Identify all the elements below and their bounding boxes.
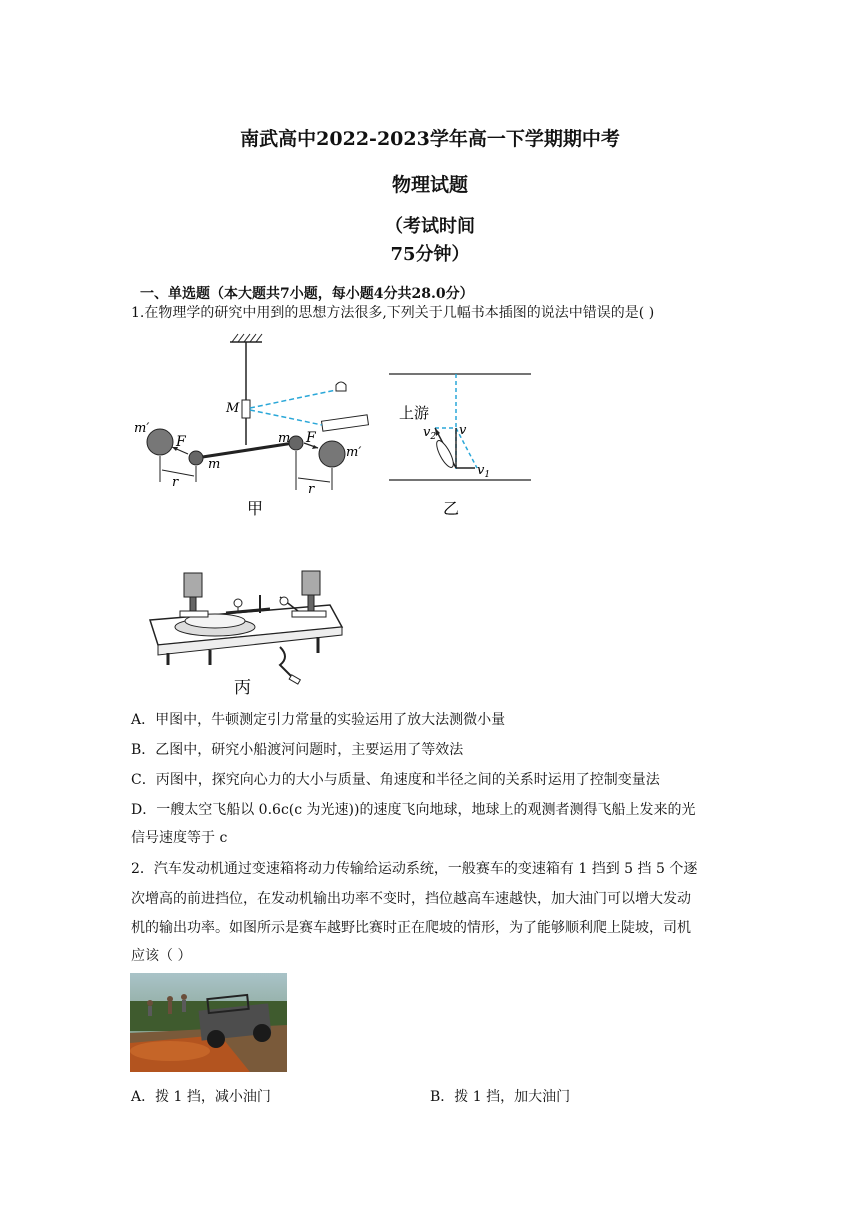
label-v1: $v_1$ <box>477 463 491 480</box>
section-heading: 一、单选题（本大题共7小题，每小题4分共28.0分） <box>140 286 474 302</box>
label-m-prime-right: m′ <box>346 445 362 460</box>
q2-stem-line3: 机的输出功率。如图所示是赛车越野比赛时正在爬坡的情形，为了能够顺利爬上陡坡，司机 <box>131 920 691 936</box>
q2-stem-line2: 次增高的前进挡位，在发动机输出功率不变时，挡位越高车速越快，加大油门可以增大发动 <box>131 891 691 907</box>
label-m-right: m <box>278 431 291 446</box>
exam-title: 南武高中2022-2023学年高一下学期期中考 <box>240 128 620 150</box>
q1-option-c: C．丙图中，探究向心力的大小与质量、角速度和半径之间的关系时运用了控制变量法 <box>131 772 660 788</box>
q1-option-a: A．甲图中，牛顿测定引力常量的实验运用了放大法测微小量 <box>131 712 506 728</box>
label-r-right: r <box>308 482 315 497</box>
label-m-prime-left: m′ <box>134 421 150 436</box>
offroad-car-photo <box>130 973 287 1072</box>
q2-stem-line4: 应该（ ） <box>131 948 192 964</box>
label-F-left: F <box>176 434 186 450</box>
figure-jia-label: 甲 <box>247 499 264 518</box>
label-r-left: r <box>172 475 179 490</box>
figure-bing <box>130 565 350 700</box>
label-upstream: 上游 <box>399 404 430 422</box>
exam-subject: 物理试题 <box>391 174 468 196</box>
q2-option-a: A．拨 1 挡，减小油门 <box>131 1089 271 1105</box>
q1-stem: 1.在物理学的研究中用到的思想方法很多,下列关于几幅书本插图的说法中错误的是( ) <box>131 305 655 321</box>
figure-jia <box>130 330 380 525</box>
q2-stem-line1: 2．汽车发动机通过变速箱将动力传输给运动系统，一般赛车的变速箱有 1 挡到 5 挡 5 个逐 <box>131 861 698 877</box>
exam-time-line2: 75分钟） <box>390 244 470 265</box>
label-m-left: m <box>208 457 221 472</box>
label-v2: $v_2$ <box>423 425 437 442</box>
label-v: v <box>459 423 467 438</box>
figure-yi <box>385 362 535 522</box>
figure-bing-label: 丙 <box>234 678 251 698</box>
exam-time-line1: （考试时间 <box>385 216 475 237</box>
q1-option-b: B．乙图中，研究小船渡河问题时，主要运用了等效法 <box>131 742 464 758</box>
label-M: M <box>226 401 240 416</box>
q1-option-d-line2: 信号速度等于 c <box>131 830 228 846</box>
label-F-right: F <box>306 430 316 446</box>
q1-option-d-line1: D．一艘太空飞船以 0.6c(c 为光速))的速度飞向地球，地球上的观测者测得飞船上发来的光 <box>131 802 696 818</box>
figure-yi-label: 乙 <box>443 499 460 518</box>
q2-option-b: B．拨 1 挡，加大油门 <box>430 1089 571 1105</box>
